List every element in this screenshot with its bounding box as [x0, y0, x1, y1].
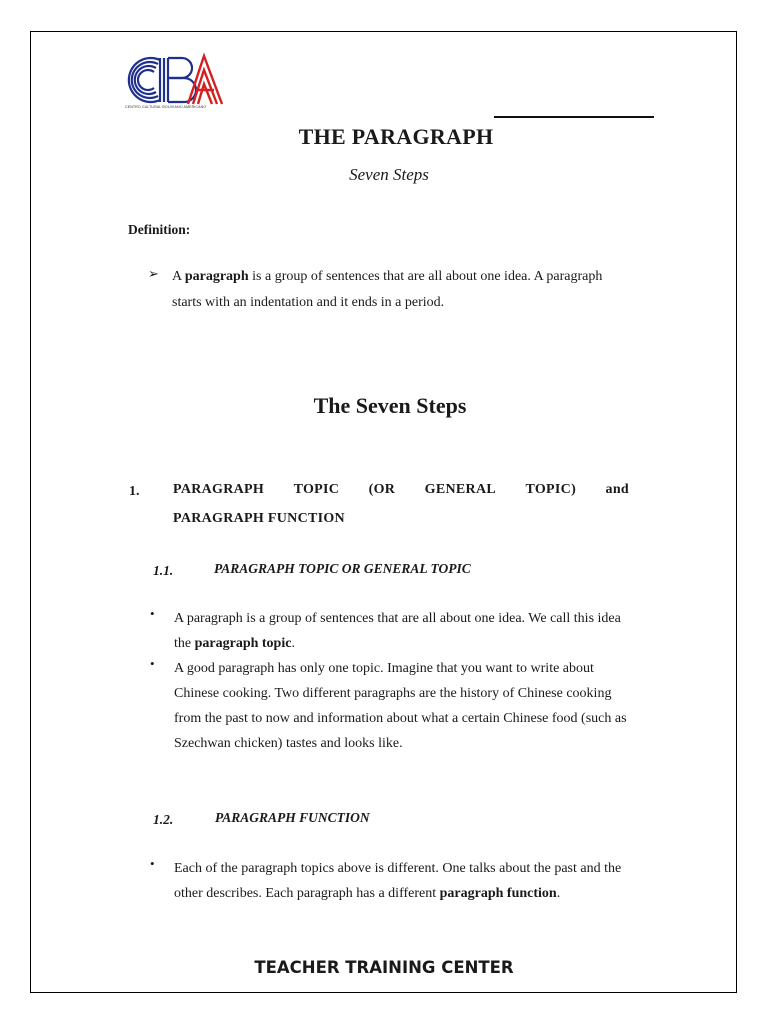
section-1-title-word: PARAGRAPH [173, 482, 265, 497]
arrow-bullet-icon: ➢ [148, 266, 159, 281]
section-1-title-word: and [605, 482, 629, 497]
bullet-text: Each of the paragraph topics above is different. One talks about the past and the other describes. Each paragraph has a different paragraph function. [174, 861, 622, 901]
cba-logo [126, 50, 226, 112]
bullet-text: A paragraph is a group of sentences that are all about one idea. We call this idea the paragraph topic. [174, 611, 621, 651]
section-1-number: 1. [129, 484, 140, 499]
definition-label: Definition: [128, 222, 191, 237]
section-1-title-word: GENERAL [424, 482, 497, 497]
bullet-icon: • [150, 606, 155, 621]
subsection-1-1-number: 1.1. [153, 563, 174, 578]
section-1-title-line2: PARAGRAPH FUNCTION [173, 511, 345, 526]
section-1-title-word: TOPIC [293, 482, 340, 497]
subsection-1-1-bullets [150, 606, 640, 756]
section-1-title-word: (OR [368, 482, 396, 497]
subsection-1-2-bullets [150, 856, 640, 906]
steps-heading: The Seven Steps [313, 393, 467, 418]
subsection-1-1-title: PARAGRAPH TOPIC OR GENERAL TOPIC [214, 561, 471, 576]
definition-text: A paragraph is a group of sentences that are all about one idea. A paragraph starts with an indentation and it ends in a period. [172, 269, 603, 310]
list-item [150, 656, 640, 756]
list-item [150, 606, 640, 656]
header-rule [494, 116, 654, 118]
page-subtitle: Seven Steps [349, 165, 429, 184]
subsection-1-2-number: 1.2. [153, 812, 174, 827]
section-1-title-word: TOPIC) [525, 482, 577, 497]
bullet-icon: • [150, 856, 155, 871]
subsection-1-2-title: PARAGRAPH FUNCTION [215, 810, 370, 825]
bullet-icon: • [150, 656, 155, 671]
logo-caption: CENTRO CULTURAL BOLIVIANO AMERICANO [125, 105, 207, 109]
section-1-title-line1 [173, 482, 629, 498]
footer-label: TEACHER TRAINING CENTER [254, 958, 514, 977]
bullet-text: A good paragraph has only one topic. Imagine that you want to write about Chinese cooking. Two different paragraphs are the history of Chinese cooking from the past to now and information about what a certain Chinese food (such as Szechwan chicken) tastes and looks like. [174, 661, 627, 751]
list-item [150, 856, 640, 906]
page-title: THE PARAGRAPH [298, 124, 494, 149]
definition-term: paragraph [184, 269, 249, 284]
